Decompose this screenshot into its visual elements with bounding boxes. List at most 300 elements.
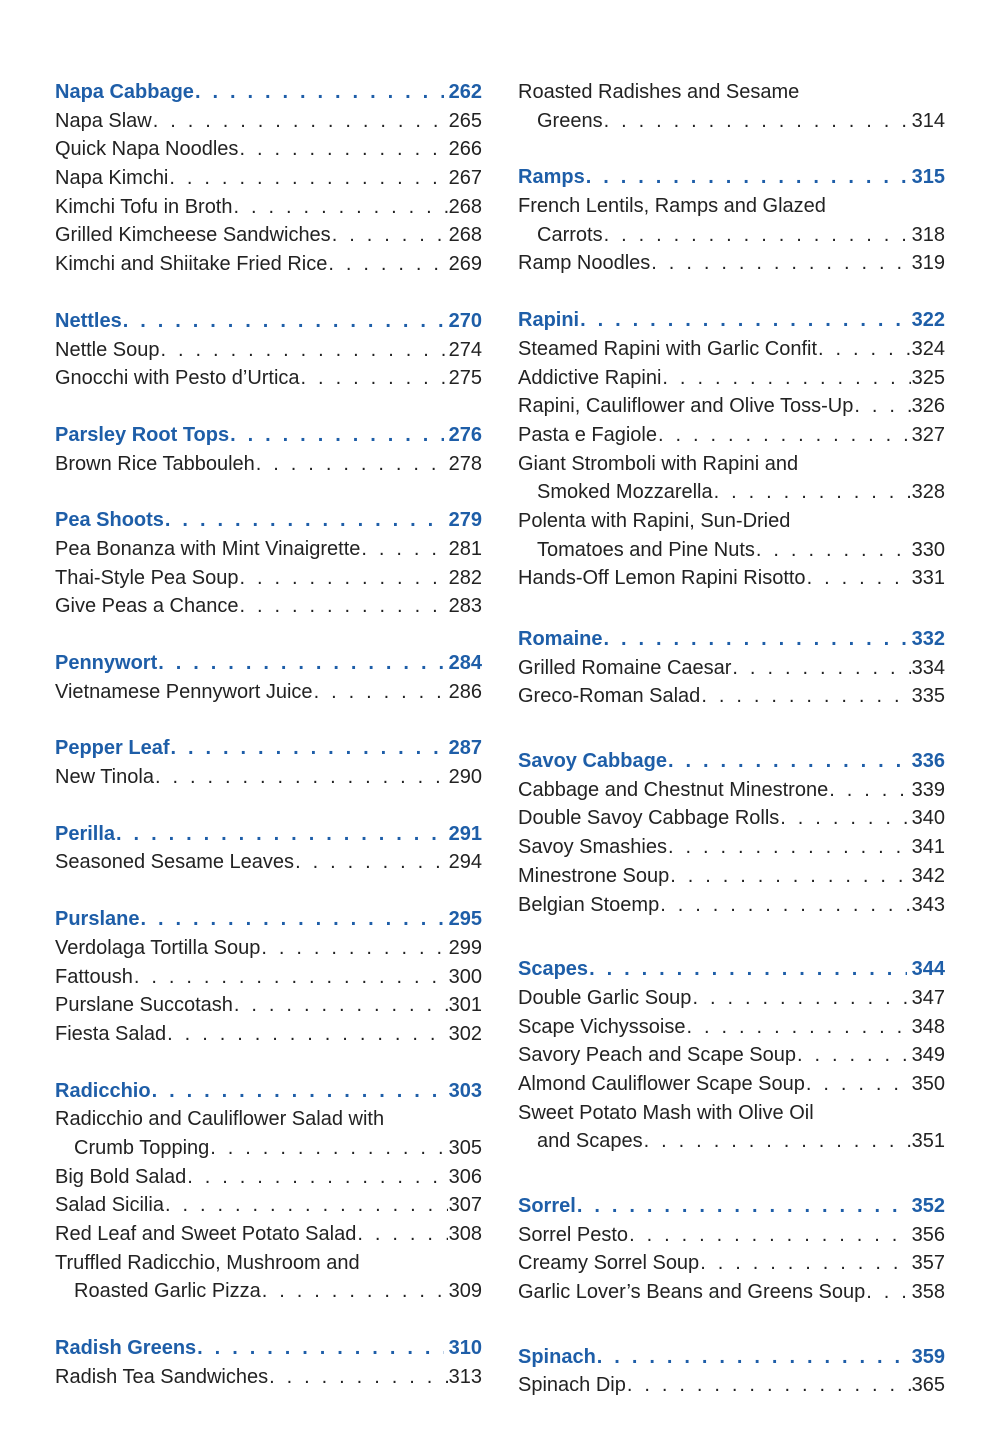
recipe-entry[interactable] <box>518 392 945 421</box>
dot-leader <box>161 336 448 365</box>
recipe-entry-page: 327 <box>911 423 945 446</box>
recipe-entry[interactable] <box>518 1278 945 1307</box>
recipe-entry-continued[interactable] <box>518 536 945 565</box>
recipe-entry-title: Roasted Radishes and Sesame <box>518 81 800 103</box>
dot-leader <box>230 421 444 450</box>
category-heading[interactable] <box>55 421 482 450</box>
dot-leader <box>818 335 911 364</box>
category-heading-title: Sorrel <box>518 1195 576 1217</box>
dot-leader <box>732 654 910 683</box>
recipe-entry[interactable] <box>55 135 482 164</box>
category-heading[interactable] <box>518 955 945 984</box>
dot-leader <box>807 564 911 593</box>
dot-leader <box>780 804 910 833</box>
recipe-entry-page: 335 <box>911 685 945 708</box>
recipe-entry-title: Pasta e Fagiole <box>518 423 657 446</box>
recipe-entry[interactable] <box>55 848 482 877</box>
recipe-entry-page: 265 <box>448 109 482 132</box>
recipe-entry[interactable] <box>518 1041 945 1070</box>
dot-leader <box>361 535 447 564</box>
dot-leader <box>167 1020 447 1049</box>
section-continued <box>518 78 945 135</box>
recipe-entry-page: 275 <box>448 367 482 390</box>
recipe-entry[interactable] <box>518 682 945 711</box>
category-heading-title: Perilla <box>55 822 116 845</box>
category-heading[interactable] <box>55 506 482 535</box>
category-heading-title: Napa Cabbage <box>55 81 194 103</box>
dot-leader <box>140 905 443 934</box>
dot-leader <box>668 747 907 776</box>
recipe-entry-title: Belgian Stoemp <box>518 893 660 916</box>
category-heading-title: Purslane <box>55 908 140 931</box>
recipe-entry[interactable] <box>518 833 945 862</box>
section-romaine <box>518 625 945 711</box>
recipe-entry-page: 365 <box>911 1374 945 1397</box>
recipe-entry[interactable] <box>518 1013 945 1042</box>
recipe-entry[interactable] <box>518 654 945 683</box>
dot-leader <box>170 734 443 763</box>
category-heading-page: 332 <box>911 628 945 650</box>
recipe-entry-page: 268 <box>448 195 482 218</box>
recipe-entry-continued[interactable] <box>55 1277 482 1306</box>
dot-leader <box>234 193 448 222</box>
recipe-entry-title: Big Bold Salad <box>55 1165 187 1188</box>
category-heading-title: Ramps <box>518 166 585 189</box>
section-perilla <box>55 820 482 877</box>
recipe-entry[interactable] <box>55 364 482 393</box>
category-heading-page: 352 <box>911 1195 945 1217</box>
recipe-entry-title: Minestrone Soup <box>518 864 670 887</box>
category-heading-page: 315 <box>911 166 945 189</box>
recipe-entry-page: 358 <box>911 1281 945 1304</box>
dot-leader <box>580 306 907 335</box>
recipe-entry-page: 267 <box>448 167 482 190</box>
recipe-entry[interactable] <box>55 1191 482 1220</box>
category-heading[interactable] <box>518 306 945 335</box>
recipe-entry[interactable] <box>55 193 482 222</box>
dot-leader <box>701 682 910 711</box>
recipe-entry[interactable] <box>55 336 482 365</box>
recipe-entry-title: New Tinola <box>55 766 154 789</box>
toc-column-right <box>518 50 945 1400</box>
recipe-entry[interactable] <box>55 221 482 250</box>
toc-column-left <box>55 50 482 1391</box>
recipe-entry-title: Crumb Topping <box>74 1136 210 1159</box>
dot-leader <box>668 833 911 862</box>
category-heading-title: Romaine <box>518 628 603 650</box>
recipe-entry[interactable] <box>55 991 482 1020</box>
recipe-entry-continued[interactable] <box>518 221 945 250</box>
category-heading-page: 336 <box>911 750 945 773</box>
recipe-entry-title: Give Peas a Chance <box>55 595 239 618</box>
recipe-entry[interactable] <box>518 1371 945 1400</box>
recipe-entry-title: Greco-Roman Salad <box>518 685 701 708</box>
section-scapes <box>518 955 945 1156</box>
dot-leader <box>357 1220 447 1249</box>
recipe-entry-page: 313 <box>448 1365 482 1388</box>
recipe-entry[interactable] <box>55 1020 482 1049</box>
recipe-entry-page: 325 <box>911 366 945 389</box>
recipe-entry-page: 314 <box>911 109 945 132</box>
recipe-entry[interactable] <box>518 891 945 920</box>
recipe-entry-page: 351 <box>911 1130 945 1153</box>
recipe-entry-page: 331 <box>911 567 945 590</box>
section-spinach <box>518 1343 945 1400</box>
dot-leader <box>627 1371 911 1400</box>
recipe-entry-title: Quick Napa Noodles <box>55 138 239 161</box>
category-heading[interactable] <box>55 649 482 678</box>
recipe-entry[interactable] <box>55 1105 482 1134</box>
dot-leader <box>700 1249 910 1278</box>
recipe-entry-title: Purslane Succotash <box>55 994 233 1017</box>
recipe-entry-title: Tomatoes and Pine Nuts <box>537 538 755 561</box>
section-pea-shoots <box>55 506 482 621</box>
recipe-entry-title: Garlic Lover’s Beans and Greens Soup <box>518 1281 866 1304</box>
category-heading[interactable] <box>55 1334 482 1363</box>
recipe-entry[interactable] <box>55 107 482 136</box>
section-radish-greens <box>55 1334 482 1391</box>
dot-leader <box>239 564 447 593</box>
recipe-entry-page: 302 <box>448 1022 482 1045</box>
category-heading[interactable] <box>518 163 945 192</box>
recipe-entry-page: 307 <box>448 1194 482 1217</box>
recipe-entry[interactable] <box>55 763 482 792</box>
category-heading[interactable] <box>55 78 482 107</box>
category-heading-page: 344 <box>911 958 945 981</box>
category-heading[interactable] <box>55 905 482 934</box>
recipe-entry[interactable] <box>55 963 482 992</box>
category-heading-title: Parsley Root Tops <box>55 423 230 446</box>
category-heading-page: 262 <box>448 81 482 103</box>
dot-leader <box>197 1334 443 1363</box>
recipe-entry-title: Addictive Rapini <box>518 366 662 389</box>
recipe-entry[interactable] <box>55 164 482 193</box>
category-heading-page: 295 <box>448 908 482 931</box>
category-heading[interactable] <box>518 625 945 654</box>
dot-leader <box>165 506 444 535</box>
recipe-entry-page: 318 <box>911 223 945 246</box>
recipe-entry-title: Fattoush <box>55 965 133 988</box>
recipe-entry-title: Kimchi and Shiitake Fried Rice <box>55 253 328 276</box>
dot-leader <box>687 1013 911 1042</box>
recipe-entry-title: Steamed Rapini with Garlic Confit <box>518 337 818 360</box>
recipe-entry-page: 308 <box>448 1223 482 1245</box>
recipe-entry-page: 306 <box>448 1165 482 1188</box>
recipe-entry-title: Cabbage and Chestnut Minestrone <box>518 778 829 801</box>
section-pepper-leaf <box>55 734 482 791</box>
recipe-entry-title: Verdolaga Tortilla Soup <box>55 936 261 959</box>
recipe-entry[interactable] <box>518 450 945 479</box>
recipe-entry-page: 300 <box>448 965 482 988</box>
dot-leader <box>234 991 448 1020</box>
recipe-entry-page: 348 <box>911 1015 945 1038</box>
recipe-entry[interactable] <box>518 1249 945 1278</box>
dot-leader <box>829 776 910 805</box>
recipe-entry[interactable] <box>55 1363 482 1392</box>
category-heading-page: 291 <box>448 822 482 845</box>
recipe-entry[interactable] <box>518 1221 945 1250</box>
dot-leader <box>256 450 448 479</box>
recipe-entry-page: 328 <box>911 481 945 504</box>
recipe-entry-title: Thai-Style Pea Soup <box>55 566 239 589</box>
recipe-entry-title: Grilled Kimcheese Sandwiches <box>55 224 331 247</box>
recipe-entry-continued[interactable] <box>518 1127 945 1156</box>
recipe-entry-title: Spinach Dip <box>518 1374 626 1397</box>
dot-leader <box>662 364 910 393</box>
recipe-entry-title: Rapini, Cauliflower and Olive Toss-Up <box>518 395 854 418</box>
recipe-entry-title: Roasted Garlic Pizza <box>74 1280 261 1303</box>
recipe-entry[interactable] <box>55 450 482 479</box>
section-rapini <box>518 306 945 593</box>
recipe-entry-page: 282 <box>448 566 482 589</box>
category-heading-title: Rapini <box>518 309 580 332</box>
category-heading-page: 359 <box>911 1345 945 1368</box>
dot-leader <box>692 984 910 1013</box>
dot-leader <box>165 1191 448 1220</box>
dot-leader <box>195 78 444 107</box>
recipe-entry-title: Radish Tea Sandwiches <box>55 1365 269 1388</box>
recipe-entry[interactable] <box>518 78 945 107</box>
dot-leader <box>651 249 910 278</box>
recipe-entry-page: 286 <box>448 680 482 703</box>
section-parsley-root-tops <box>55 421 482 478</box>
category-heading-page: 310 <box>448 1337 482 1360</box>
dot-leader <box>629 1221 911 1250</box>
dot-leader <box>866 1278 910 1307</box>
recipe-entry-continued[interactable] <box>518 107 945 136</box>
recipe-entry-page: 342 <box>911 864 945 887</box>
section-ramps <box>518 163 945 278</box>
recipe-entry[interactable] <box>55 535 482 564</box>
recipe-entry-title: Double Savoy Cabbage Rolls <box>518 807 780 830</box>
recipe-entry-page: 339 <box>911 778 945 801</box>
dot-leader <box>332 221 448 250</box>
recipe-entry[interactable] <box>55 592 482 621</box>
recipe-entry-page: 341 <box>911 836 945 859</box>
recipe-entry-page: 266 <box>448 138 482 161</box>
dot-leader <box>586 163 907 192</box>
dot-leader <box>152 1077 444 1106</box>
recipe-entry-page: 309 <box>448 1280 482 1303</box>
dot-leader <box>854 392 910 421</box>
recipe-entry-title: Almond Cauliflower Scape Soup <box>518 1072 805 1095</box>
dot-leader <box>644 1127 911 1156</box>
dot-leader <box>604 107 911 136</box>
dot-leader <box>262 1277 448 1306</box>
category-heading-title: Radish Greens <box>55 1337 197 1360</box>
dot-leader <box>589 955 907 984</box>
category-heading-page: 279 <box>448 509 482 532</box>
dot-leader <box>295 848 448 877</box>
recipe-entry[interactable] <box>518 364 945 393</box>
recipe-entry-page: 347 <box>911 986 945 1009</box>
dot-leader <box>797 1041 911 1070</box>
category-heading-title: Pepper Leaf <box>55 737 170 760</box>
dot-leader <box>603 625 906 654</box>
recipe-entry[interactable] <box>518 564 945 593</box>
recipe-entry-page: 268 <box>448 224 482 247</box>
dot-leader <box>658 421 911 450</box>
dot-leader <box>158 649 443 678</box>
recipe-entry-title: Ramp Noodles <box>518 252 651 275</box>
recipe-entry-title: French Lentils, Ramps and Glazed <box>518 195 826 218</box>
recipe-entry-title: Seasoned Sesame Leaves <box>55 851 295 874</box>
recipe-entry-title: Napa Slaw <box>55 109 152 132</box>
recipe-entry-page: 356 <box>911 1223 945 1246</box>
category-heading[interactable] <box>518 747 945 776</box>
category-heading-page: 284 <box>448 652 482 674</box>
dot-leader <box>670 862 910 891</box>
dot-leader <box>660 891 910 920</box>
dot-leader <box>756 536 911 565</box>
category-heading-title: Scapes <box>518 958 589 981</box>
recipe-entry[interactable] <box>518 335 945 364</box>
section-radicchio <box>55 1077 482 1307</box>
dot-leader <box>116 820 444 849</box>
recipe-entry-title: Savoy Smashies <box>518 836 667 859</box>
recipe-entry-page: 274 <box>448 338 482 361</box>
recipe-entry-page: 357 <box>911 1252 945 1275</box>
recipe-entry-title: Scape Vichyssoise <box>518 1015 686 1038</box>
category-heading-title: Pennywort <box>55 652 158 674</box>
dot-leader <box>301 364 448 393</box>
recipe-entry[interactable] <box>518 984 945 1013</box>
recipe-entry-page: 326 <box>911 395 945 418</box>
recipe-entry-continued[interactable] <box>518 478 945 507</box>
dot-leader <box>806 1070 911 1099</box>
section-nettles <box>55 307 482 393</box>
recipe-entry[interactable] <box>518 1070 945 1099</box>
category-heading[interactable] <box>518 1192 945 1221</box>
recipe-entry[interactable] <box>55 250 482 279</box>
recipe-entry-title: Vietnamese Pennywort Juice <box>55 680 313 703</box>
recipe-entry[interactable] <box>518 804 945 833</box>
recipe-entry-page: 319 <box>911 252 945 275</box>
dot-leader <box>155 763 448 792</box>
recipe-entry-continued[interactable] <box>55 1134 482 1163</box>
section-savoy-cabbage <box>518 747 945 919</box>
recipe-entry[interactable] <box>55 678 482 707</box>
recipe-entry-page: 299 <box>448 936 482 959</box>
category-heading-page: 270 <box>448 309 482 332</box>
recipe-entry-title: Kimchi Tofu in Broth <box>55 195 233 218</box>
section-napa-cabbage <box>55 78 482 279</box>
recipe-entry[interactable] <box>55 1220 482 1249</box>
recipe-entry-title: Giant Stromboli with Rapini and <box>518 452 799 475</box>
recipe-entry-page: 269 <box>448 253 482 276</box>
recipe-entry-title: Brown Rice Tabbouleh <box>55 452 255 475</box>
category-heading-page: 276 <box>448 423 482 446</box>
recipe-entry-title: Grilled Romaine Caesar <box>518 656 732 679</box>
category-heading-page: 287 <box>448 737 482 760</box>
recipe-entry-title: Polenta with Rapini, Sun-Dried <box>518 509 791 532</box>
recipe-entry-title: Salad Sicilia <box>55 1194 164 1217</box>
category-heading-page: 303 <box>448 1079 482 1102</box>
recipe-entry[interactable] <box>55 1249 482 1278</box>
recipe-entry[interactable] <box>55 1163 482 1192</box>
recipe-entry[interactable] <box>518 192 945 221</box>
dot-leader <box>239 592 447 621</box>
recipe-entry-page: 330 <box>911 538 945 561</box>
recipe-entry-title: Double Garlic Soup <box>518 986 692 1009</box>
recipe-entry-title: Gnocchi with Pesto d’Urtica <box>55 367 300 390</box>
recipe-entry-title: Napa Kimchi <box>55 167 169 190</box>
recipe-entry-page: 290 <box>448 766 482 789</box>
recipe-entry-title: Carrots <box>537 223 603 246</box>
dot-leader <box>597 1343 907 1372</box>
recipe-entry-page: 350 <box>911 1072 945 1095</box>
recipe-entry-title: Smoked Mozzarella <box>537 481 713 504</box>
recipe-entry-page: 340 <box>911 807 945 830</box>
dot-leader <box>261 934 447 963</box>
recipe-entry[interactable] <box>55 564 482 593</box>
category-heading[interactable] <box>55 734 482 763</box>
dot-leader <box>269 1363 448 1392</box>
category-heading-page: 322 <box>911 309 945 332</box>
recipe-entry[interactable] <box>518 862 945 891</box>
recipe-entry[interactable] <box>518 507 945 536</box>
recipe-entry[interactable] <box>518 421 945 450</box>
recipe-entry-page: 278 <box>448 452 482 475</box>
recipe-entry-title: Red Leaf and Sweet Potato Salad <box>55 1223 357 1245</box>
recipe-entry-page: 334 <box>911 656 945 679</box>
section-sorrel <box>518 1192 945 1307</box>
recipe-entry-title: Radicchio and Cauliflower Salad with <box>55 1108 385 1131</box>
recipe-entry[interactable] <box>518 249 945 278</box>
dot-leader <box>714 478 911 507</box>
recipe-entry-page: 283 <box>448 595 482 618</box>
category-heading[interactable] <box>55 307 482 336</box>
recipe-entry-page: 324 <box>911 337 945 360</box>
recipe-entry-page: 281 <box>448 537 482 560</box>
recipe-entry-page: 301 <box>448 994 482 1017</box>
category-heading[interactable] <box>55 1077 482 1106</box>
recipe-entry[interactable] <box>55 934 482 963</box>
recipe-entry-page: 349 <box>911 1044 945 1067</box>
category-heading-title: Pea Shoots <box>55 509 164 532</box>
dot-leader <box>604 221 911 250</box>
category-heading-title: Savoy Cabbage <box>518 750 667 773</box>
recipe-entry-title: Creamy Sorrel Soup <box>518 1252 700 1275</box>
dot-leader <box>187 1163 447 1192</box>
recipe-entry-page: 294 <box>448 851 482 874</box>
recipe-entry-page: 305 <box>448 1136 482 1159</box>
recipe-entry-title: Truffled Radicchio, Mushroom and <box>55 1251 360 1274</box>
dot-leader <box>169 164 447 193</box>
dot-leader <box>123 307 444 336</box>
recipe-entry-title: Greens <box>537 109 603 132</box>
recipe-entry-title: Sorrel Pesto <box>518 1223 629 1246</box>
recipe-entry-title: Pea Bonanza with Mint Vinaigrette <box>55 537 361 560</box>
category-heading[interactable] <box>55 820 482 849</box>
category-heading-title: Spinach <box>518 1345 596 1368</box>
dot-leader <box>210 1134 447 1163</box>
dot-leader <box>153 107 448 136</box>
recipe-entry[interactable] <box>518 1099 945 1128</box>
category-heading-title: Nettles <box>55 309 122 332</box>
recipe-entry-title: and Scapes <box>537 1130 643 1153</box>
dot-leader <box>134 963 448 992</box>
recipe-entry-title: Sweet Potato Mash with Olive Oil <box>518 1101 814 1124</box>
category-heading[interactable] <box>518 1343 945 1372</box>
recipe-entry[interactable] <box>518 776 945 805</box>
recipe-entry-title: Fiesta Salad <box>55 1022 167 1045</box>
dot-leader <box>239 135 447 164</box>
recipe-entry-title: Savory Peach and Scape Soup <box>518 1044 796 1067</box>
recipe-entry-title: Nettle Soup <box>55 338 160 361</box>
section-purslane <box>55 905 482 1048</box>
recipe-entry-page: 343 <box>911 893 945 916</box>
